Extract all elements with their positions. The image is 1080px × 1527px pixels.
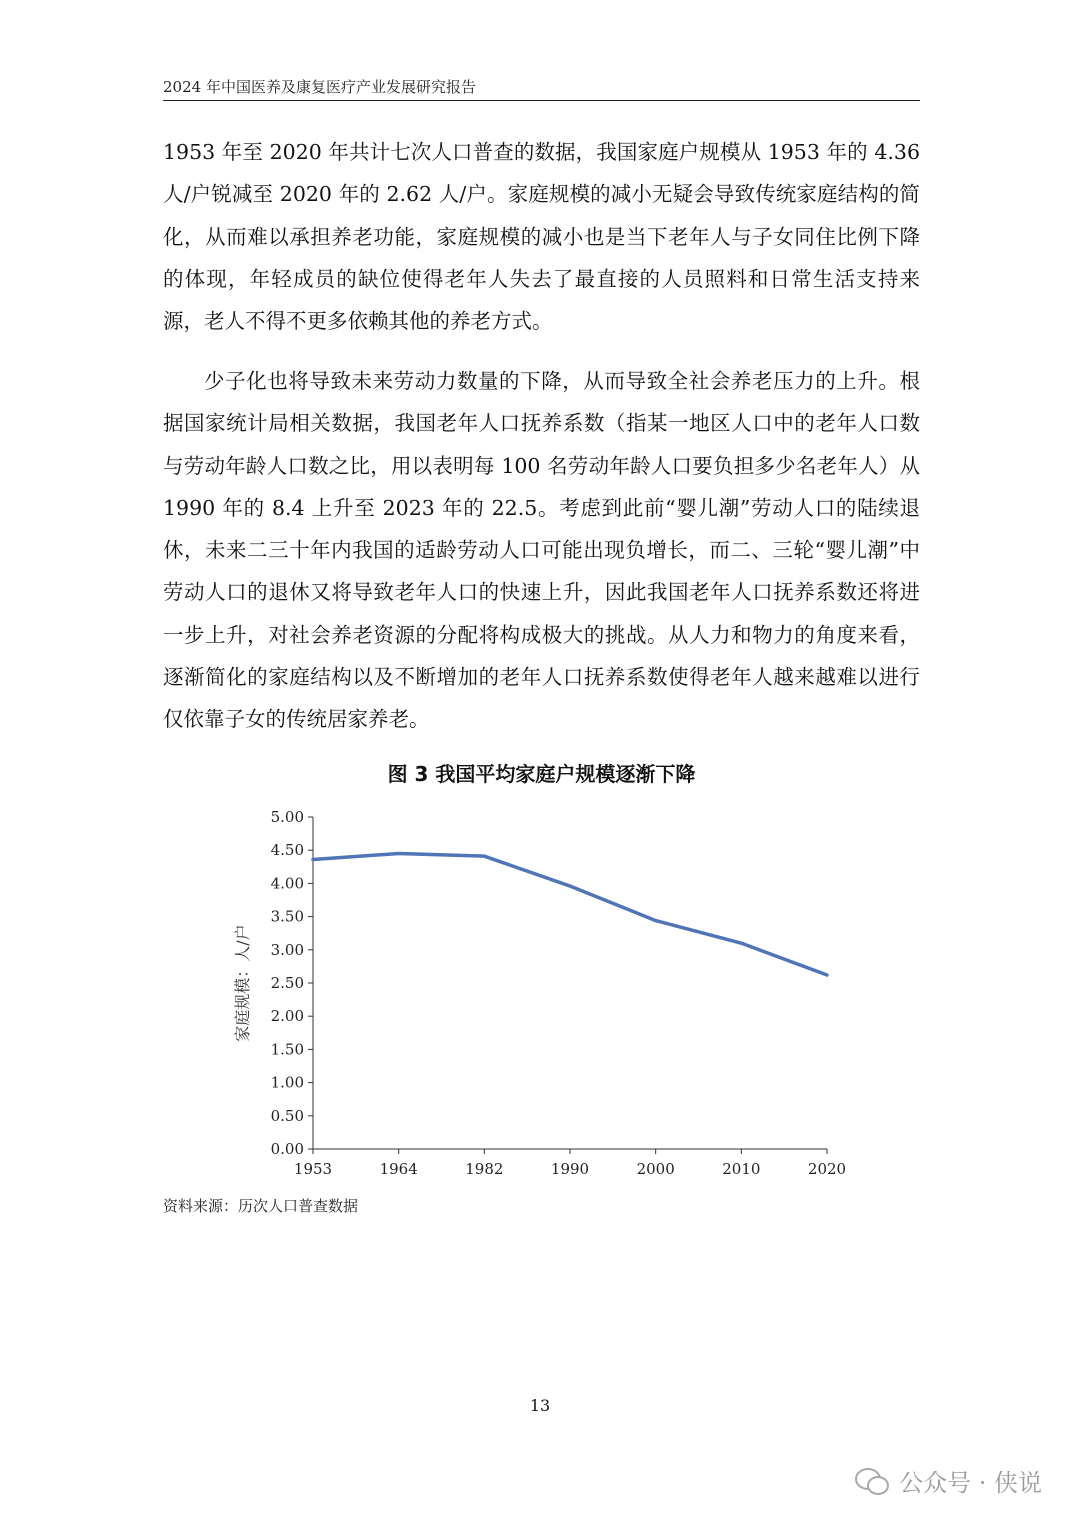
x-tick-label: 1990: [550, 1160, 590, 1178]
x-tick-label: 1964: [379, 1160, 418, 1178]
y-tick-label: 1.00: [270, 1073, 304, 1092]
x-tick-label: 2020: [807, 1160, 847, 1178]
y-tick-label: 2.50: [270, 974, 304, 992]
y-tick-label: 1.50: [270, 1040, 304, 1059]
x-tick-label: 1982: [465, 1160, 504, 1178]
household-size-line-chart: [220, 800, 860, 1195]
y-tick-label: 2.00: [270, 1007, 304, 1026]
y-tick-label: 4.00: [270, 874, 304, 893]
series-line: [313, 854, 827, 976]
y-tick-label: 4.50: [270, 841, 304, 860]
watermark-text: 公众号 · 侠说: [899, 1468, 1042, 1497]
y-tick-label: 0.00: [270, 1140, 304, 1158]
y-axis-title: 家庭规模：人/户: [233, 924, 252, 1042]
y-tick-label: 5.00: [270, 808, 304, 826]
page-number: 13: [529, 1396, 551, 1415]
y-tick-label: 3.50: [270, 907, 304, 926]
figure-title: 图 3 我国平均家庭户规模逐渐下降: [387, 762, 696, 786]
x-tick-label: 2000: [636, 1160, 675, 1178]
running-header: 2024 年中国医养及康复医疗产业发展研究报告: [163, 76, 920, 101]
figure-source: 资料来源：历次人口普查数据: [163, 1197, 359, 1215]
y-tick-label: 0.50: [270, 1106, 304, 1125]
y-tick-label: 3.00: [270, 940, 304, 959]
body-paragraph-1: 1953 年至 2020 年共计七次人口普查的数据，我国家庭户规模从 1953 年的 4.36 人/户锐减至 2020 年的 2.62 人/户。家庭规模的减小无疑会导致传统家庭结构的简化，从而难以承担养老功能，家庭规模的减小也是当下老年人与子女同住比例下降的体现，年轻成员的缺位使得老年人失去了最直接的人员照料和日常生活支持来源，老人不得不更多依赖其他的养老方式。: [163, 140, 920, 334]
x-tick-label: 1953: [293, 1160, 333, 1178]
body-paragraph-2: 少子化也将导致未来劳动力数量的下降，从而导致全社会养老压力的上升。根据国家统计局相关数据，我国老年人口抚养系数（指某一地区人口中的老年人口数与劳动年龄人口数之比，用以表明每 100 名劳动年龄人口要负担多少名老年人）从 1990 年的 8.4 上升至 2023 年的 22.5。考虑到此前“婴儿潮”劳动人口的陆续退休，未来二三十年内我国的适龄劳动人口可能出现负增长，而二、三轮“婴儿潮”中劳动人口的退休又将导致老年人口的快速上升，因此我国老年人口抚养系数还将进一步上升，对社会养老资源的分配将构成极大的挑战。从人力和物力的角度来看，逐渐简化的家庭结构以及不断增加的老年人口抚养系数使得老年人越来越难以进行仅依靠子女的传统居家养老。: [163, 369, 920, 732]
wechat-icon: [855, 1466, 889, 1494]
watermark: [855, 1460, 1042, 1500]
x-tick-label: 2010: [722, 1160, 761, 1178]
